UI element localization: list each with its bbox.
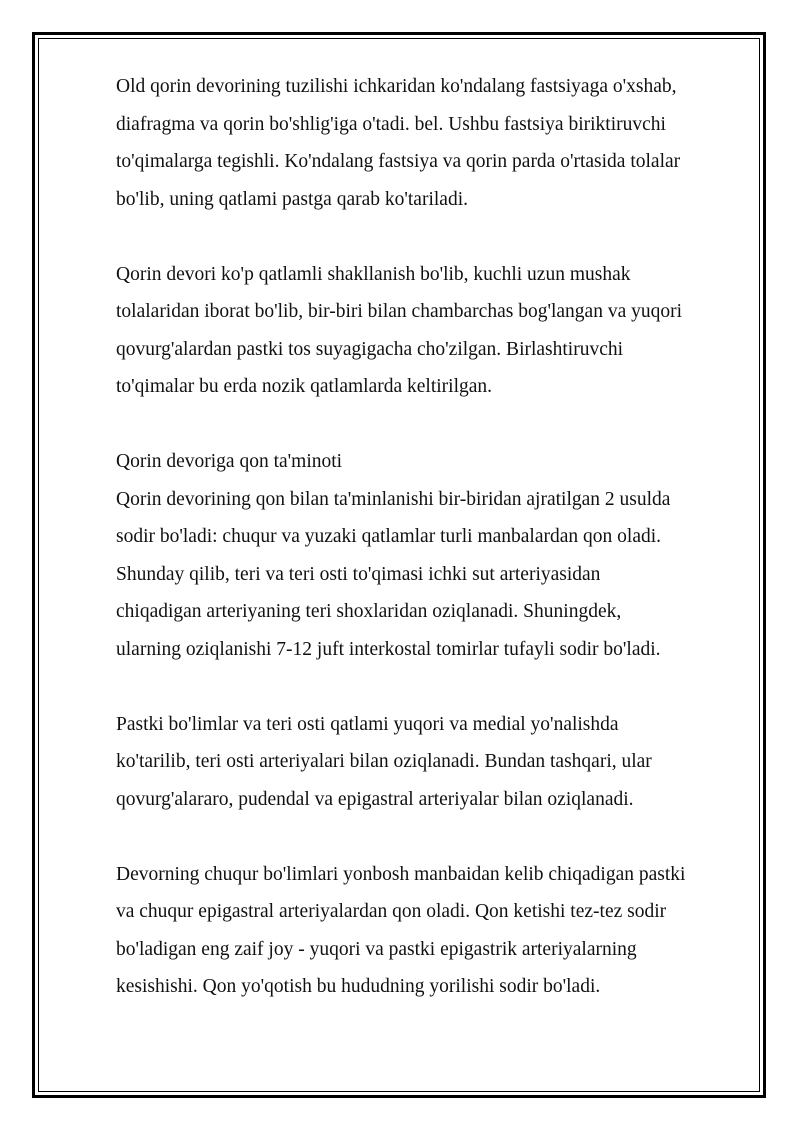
paragraph-2 — [116, 256, 756, 406]
text-line: qovurg'alararo, pudendal va epigastral arteriyalar bilan oziqlanadi. — [116, 788, 634, 810]
text-line: qovurg'alardan pastki tos suyagigacha cho'zilgan. Birlashtiruvchi — [116, 338, 624, 360]
text-line: to'qimalarga tegishli. Ko'ndalang fastsiya va qorin parda o'rtasida tolalar — [116, 151, 681, 172]
text-line: kesishishi. Qon yo'qotish bu hududning yorilishi sodir bo'ladi. — [116, 976, 601, 997]
text-line: Qorin devori ko'p qatlamli shakllanish bo'lib, kuchli uzun mushak — [116, 263, 631, 285]
text-line: Old qorin devorining tuzilishi ichkaridan ko'ndalang fastsiyaga o'xshab, — [116, 76, 677, 97]
paragraph-5 — [116, 856, 756, 1006]
document-body — [116, 68, 756, 1006]
text-line: ko'tarilib, teri osti arteriyalari bilan oziqlanadi. Bundan tashqari, ular — [116, 751, 652, 772]
text-line: chiqadigan arteriyaning teri shoxlaridan oziqlanadi. Shuningdek, — [116, 601, 622, 622]
text-line: diafragma va qorin bo'shlig'iga o'tadi. bel. Ushbu fastsiya biriktiruvchi — [116, 113, 666, 135]
text-line: ularning oziqlanishi 7-12 juft interkostal tomirlar tufayli sodir bo'ladi. — [116, 638, 661, 660]
text-line: Shunday qilib, teri va teri osti to'qimasi ichki sut arteriyasidan — [116, 563, 601, 585]
text-line: bo'lib, uning qatlami pastga qarab ko'tariladi. — [116, 188, 468, 210]
section-heading: Qorin devoriga qon ta'minoti — [116, 451, 343, 472]
text-line: va chuqur epigastral arteriyalardan qon oladi. Qon ketishi tez-tez sodir — [116, 901, 667, 922]
text-line: Devorning chuqur bo'limlari yonbosh manbaidan kelib chiqadigan pastki — [116, 863, 686, 885]
text-line: bo'ladigan eng zaif joy - yuqori va pastki epigastrik arteriyalarning — [116, 938, 637, 960]
text-line: Pastki bo'limlar va teri osti qatlami yuqori va medial yo'nalishda — [116, 713, 619, 735]
text-line: Qorin devorining qon bilan ta'minlanishi bir-biridan ajratilgan 2 usulda — [116, 488, 671, 510]
text-line: tolalaridan iborat bo'lib, bir-biri bilan chambarchas bog'langan va yuqori — [116, 301, 683, 322]
text-line: sodir bo'ladi: chuqur va yuzaki qatlamlar turli manbalardan qon oladi. — [116, 526, 662, 547]
paragraph-3 — [116, 443, 756, 668]
paragraph-4 — [116, 706, 756, 819]
text-line: to'qimalar bu erda nozik qatlamlarda keltirilgan. — [116, 376, 493, 397]
paragraph-1 — [116, 68, 756, 218]
